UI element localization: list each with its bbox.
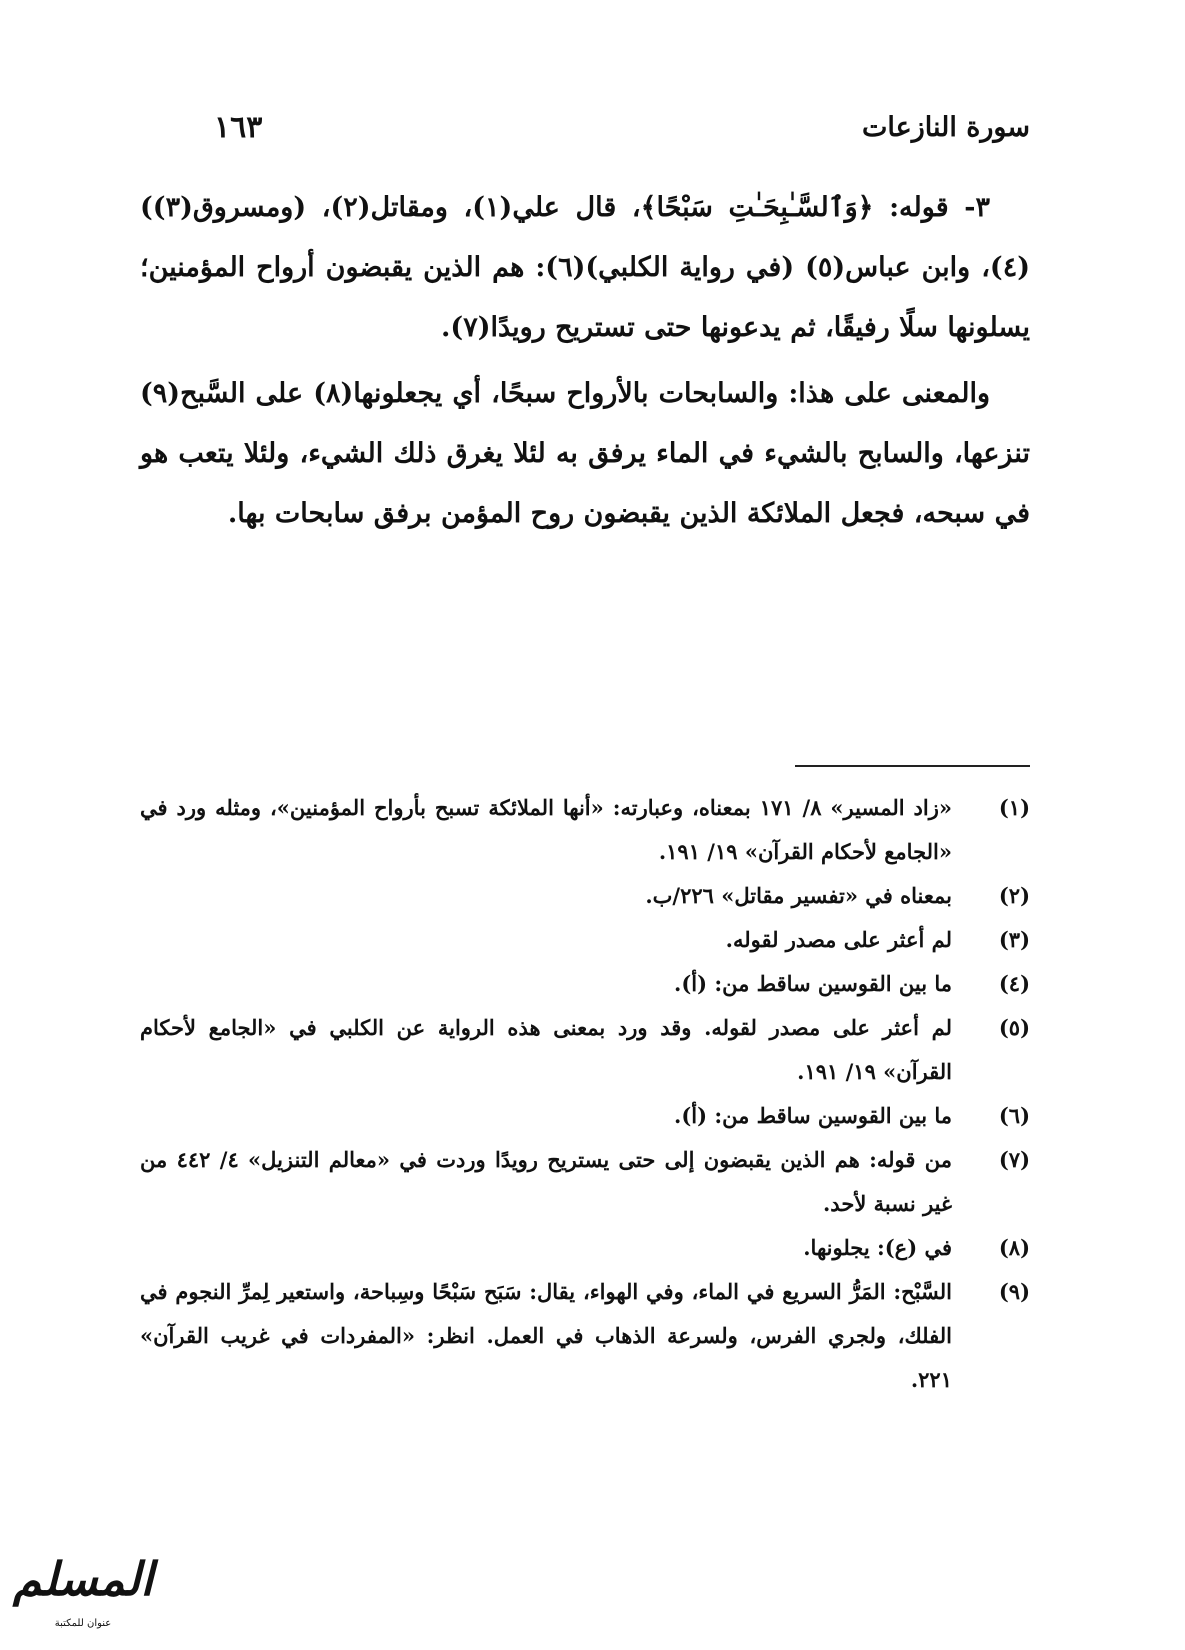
surah-title: سورة النازعات [861, 112, 1030, 143]
paragraph-1: ٣- قوله: ﴿وَٱلسَّـٰبِحَـٰتِ سَبْحًا﴾، قال علي(١)، ومقاتل(٢)، (ومسروق(٣))(٤)، وابن عباس(٥) (في رواية الكلبي)(٦): هم الذين يقبضون أرواح المؤمنين؛ يسلونها سلًا رفيقًا، ثم يدعونها حتى تستريح رويدًا(٧). [140, 192, 1030, 343]
footnote-text: ما بين القوسين ساقط من: (أ). [674, 1103, 952, 1128]
footnote-number: (٥) [998, 1015, 1030, 1040]
page-number: ١٦٣ [214, 110, 263, 145]
footnote-1 [140, 786, 1030, 874]
footnote-number: (٧) [998, 1147, 1030, 1172]
footnote-text: بمعناه في «تفسير مقاتل» ٢٢٦/ب. [645, 883, 952, 908]
footnote-number: (٦) [998, 1103, 1030, 1128]
footnote-divider [795, 765, 1030, 767]
footnote-9 [140, 1270, 1030, 1402]
footnote-number: (٩) [998, 1279, 1030, 1304]
footnote-text: في (ع): يجلونها. [803, 1235, 952, 1260]
logo-calligraphy: المسلم [12, 1552, 154, 1606]
footnote-2 [140, 874, 1030, 918]
logo-subtitle: عنوان للمكتبة [54, 1618, 112, 1629]
footnote-text: «زاد المسير» ٨/ ١٧١ بمعناه، وعبارته: «أنها الملائكة تسبح بأرواح المؤمنين»، ومثله ورد في «الجامع لأحكام القرآن» ١٩/ ١٩١. [140, 795, 953, 864]
footnote-number: (٨) [998, 1235, 1030, 1260]
footnote-3 [140, 918, 1030, 962]
footnote-number: (٢) [998, 883, 1030, 908]
footnote-text: ما بين القوسين ساقط من: (أ). [674, 971, 952, 996]
paragraph-2: والمعنى على هذا: والسابحات بالأرواح سبحًا، أي يجعلونها(٨) على السَّبح(٩) تنزعها، والسابح بالشيء في الماء يرفق به لئلا يغرق ذلك الشيء، ولئلا يتعب هو في سبحه، فجعل الملائكة الذين يقبضون روح المؤمن برفق سابحات بها. [140, 378, 1030, 529]
footnote-7 [140, 1138, 1030, 1226]
footnote-number: (٤) [998, 971, 1030, 996]
library-logo [8, 1548, 158, 1643]
footnote-5 [140, 1006, 1030, 1094]
footnote-6 [140, 1094, 1030, 1138]
footnote-text: من قوله: هم الذين يقبضون إلى حتى يستريح رويدًا وردت في «معالم التنزيل» ٤/ ٤٤٢ من غير نسبة لأحد. [140, 1147, 953, 1216]
footnote-number: (٣) [998, 927, 1030, 952]
footnote-number: (١) [998, 795, 1030, 820]
footnotes [140, 786, 1030, 1402]
footnote-text: لم أعثر على مصدر لقوله. وقد ورد بمعنى هذه الرواية عن الكلبي في «الجامع لأحكام القرآن» ١٩/ ١٩١. [140, 1015, 952, 1084]
footnote-text: لم أعثر على مصدر لقوله. [725, 927, 952, 952]
footnote-text: السَّبْح: المَرُّ السريع في الماء، وفي الهواء، يقال: سَبَح سَبْحًا وسِباحة، واستعير لِمرِّ النجوم في الفلك، ولجري الفرس، ولسرعة الذهاب في العمل. انظر: «المفردات في غريب القرآن» ٢٢١. [140, 1279, 952, 1392]
main-text [140, 178, 1030, 544]
footnote-4 [140, 962, 1030, 1006]
page-header [200, 112, 1030, 156]
footnote-8 [140, 1226, 1030, 1270]
